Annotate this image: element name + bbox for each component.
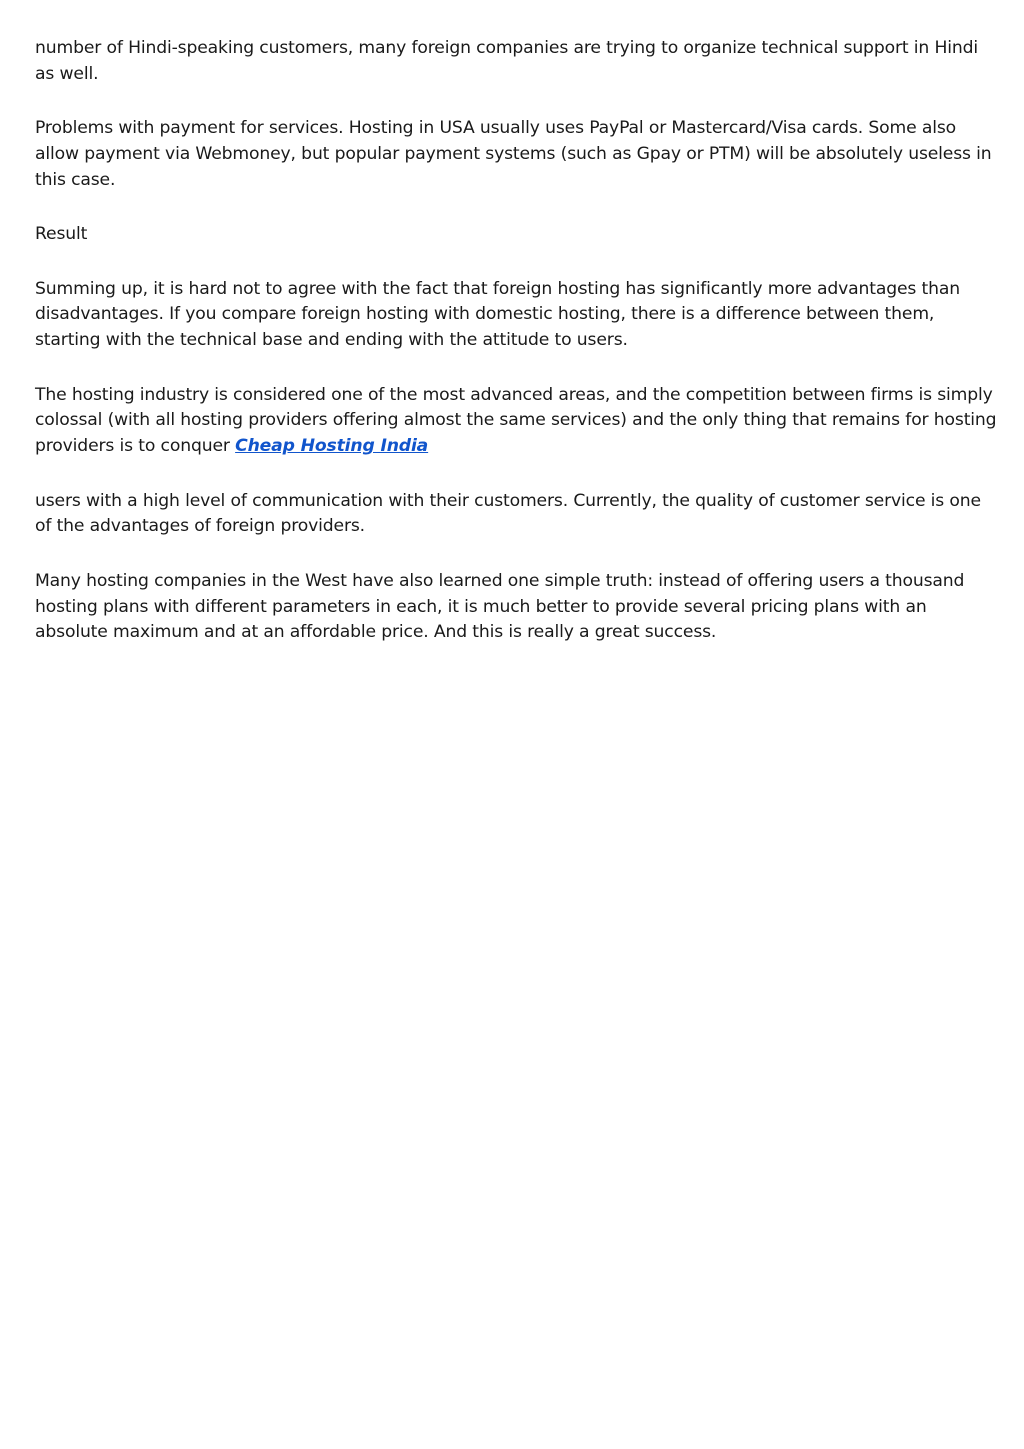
- paragraph-summing-up: Summing up, it is hard not to agree with the fact that foreign hosting has significantly more advantages than disadvantages. If you compare foreign hosting with domestic hosting, there is a difference between them, starting with the technical base and ending with the attitude to users.: [35, 278, 960, 351]
- paragraph-payment-problems: Problems with payment for services. Hosting in USA usually uses PayPal or Mastercard/Visa cards. Some also allow payment via Webmoney, but popular payment systems (such as Gpay or PTM) will be absolutely useless in this case.: [35, 118, 992, 190]
- paragraph-customer-communication: users with a high level of communication with their customers. Currently, the quality of customer service is one of the advantages of foreign providers.: [35, 490, 981, 537]
- paragraph-pricing-plans: Many hosting companies in the West have also learned one simple truth: instead of offering users a thousand hosting plans with different parameters in each, it is much better to provide several pricing plans with an absolute maximum and at an affordable price. And this is really a great success.: [35, 570, 965, 643]
- paragraph-hosting-industry-text: The hosting industry is considered one of the most advanced areas, and the competition between firms is simply colossal (with all hosting providers offering almost the same services) and the only thing that remains for hosting providers is to conquer: [35, 384, 997, 457]
- cheap-hosting-india-link[interactable]: Cheap Hosting India: [235, 436, 429, 457]
- paragraph-hosting-industry: [35, 383, 997, 460]
- document-page: [35, 36, 997, 675]
- paragraph-result-heading: Result: [35, 224, 88, 245]
- paragraph-hindi-support: number of Hindi-speaking customers, many foreign companies are trying to organize technical support in Hindi as well.: [35, 38, 978, 84]
